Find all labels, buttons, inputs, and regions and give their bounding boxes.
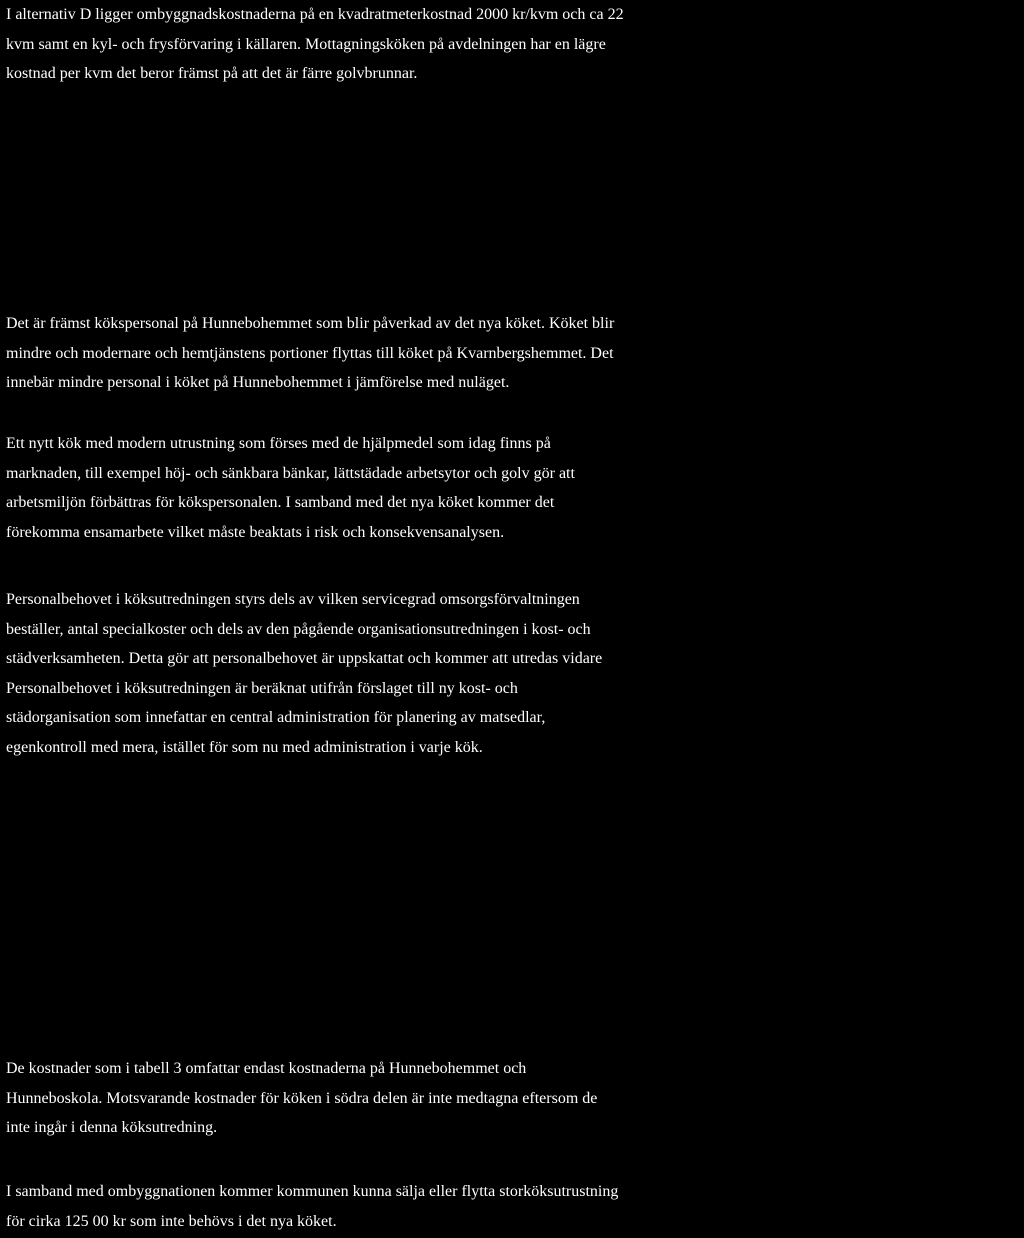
text-line: städorganisation som innefattar en central administration för planering av matsedlar, — [6, 709, 546, 726]
text-line: för cirka 125 00 kr som inte behövs i det nya köket. — [6, 1212, 337, 1230]
text-line: inte ingår i denna köksutredning. — [6, 1119, 218, 1136]
text-line: arbetsmiljön förbättras för kökspersonalen. I samband med det nya köket kommer det — [6, 494, 555, 511]
paragraph-kitchen-staff-impact — [6, 309, 1022, 398]
text-line: Personalbehovet i köksutredningen är beräknat utifrån förslaget till ny kost- och — [6, 679, 518, 697]
text-line: I alternativ D ligger ombyggnadskostnaderna på en kvadratmeterkostnad 2000 kr/kvm och ca 22 — [6, 6, 624, 23]
paragraph-table-3-costs — [6, 1054, 1022, 1143]
text-line: egenkontroll med mera, istället för som nu med administration i varje kök. — [6, 738, 483, 756]
paragraph-staffing-needs — [6, 585, 1022, 762]
text-line: kostnad per kvm det beror främst på att det är färre golvbrunnar. — [6, 65, 418, 82]
paragraph-alternative-d-costs — [6, 0, 1022, 89]
text-line: marknaden, till exempel höj- och sänkbara bänkar, lättstädade arbetsytor och golv gör att — [6, 464, 575, 482]
text-line: Det är främst kökspersonal på Hunnebohemmet som blir påverkad av det nya köket. Köket blir — [6, 315, 615, 332]
text-line: kvm samt en kyl- och frysförvaring i källaren. Mottagningsköken på avdelningen har en lägre — [6, 35, 606, 53]
paragraph-equipment-sale — [6, 1177, 1022, 1236]
text-line: mindre och modernare och hemtjänstens portioner flyttas till köket på Kvarnbergshemmet. Det — [6, 344, 614, 362]
text-line: I samband med ombyggnationen kommer kommunen kunna sälja eller flytta storköksutrustning — [6, 1183, 619, 1200]
text-line: De kostnader som i tabell 3 omfattar endast kostnaderna på Hunnebohemmet och — [6, 1060, 527, 1077]
text-line: förekomma ensamarbete vilket måste beaktats i risk och konsekvensanalysen. — [6, 523, 505, 541]
text-line: innebär mindre personal i köket på Hunnebohemmet i jämförelse med nuläget. — [6, 374, 510, 391]
text-line: Ett nytt kök med modern utrustning som förses med de hjälpmedel som idag finns på — [6, 435, 551, 452]
text-line: städverksamheten. Detta gör att personalbehovet är uppskattat och kommer att utredas vidare — [6, 650, 603, 667]
text-line: Hunneboskola. Motsvarande kostnader för köken i södra delen är inte medtagna eftersom de — [6, 1089, 598, 1107]
text-line: Personalbehovet i köksutredningen styrs dels av vilken servicegrad omsorgsförvaltningen — [6, 591, 580, 608]
text-line: beställer, antal specialkoster och dels av den pågående organisationsutredningen i kost- och — [6, 620, 591, 638]
paragraph-work-environment — [6, 429, 1022, 547]
